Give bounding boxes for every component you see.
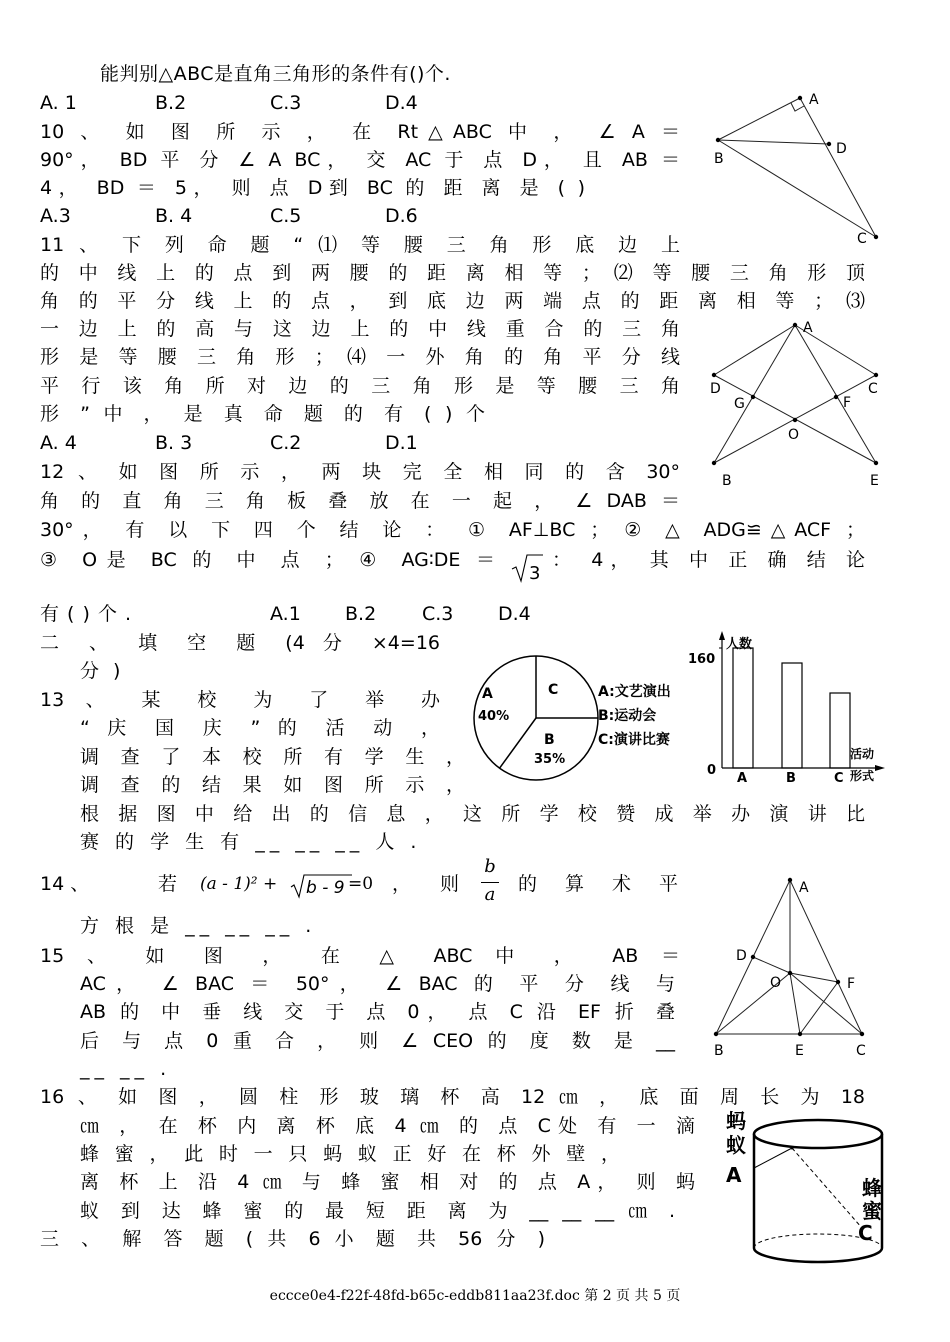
- x-tick-c: C: [834, 771, 844, 786]
- pie-label-c: C: [548, 682, 559, 698]
- section2-title-2: 分 ): [80, 660, 125, 682]
- q14-tail: 的 算 术 平: [518, 873, 678, 895]
- bar-C: [830, 693, 850, 768]
- label-b: B: [722, 473, 732, 489]
- label-c: C: [868, 381, 878, 397]
- q16-line: ㎝ ， 在 杯 内 离 杯 底 4 ㎝ 的 点 C处 有 一 滴: [80, 1115, 695, 1137]
- option: C.3: [422, 603, 454, 625]
- x-tick-b: B: [786, 771, 796, 786]
- q12-triangles-figure: [700, 315, 900, 490]
- label-e: E: [870, 473, 879, 489]
- q12-line: 30°， 有 以 下 四 个 结 论 ： ① AF⊥BC ； ② △ ADG≌△ACF ；: [40, 519, 865, 541]
- label-e: E: [795, 1043, 804, 1059]
- label-c: C: [857, 231, 867, 247]
- q16-line: 离 杯 上 沿 4 ㎝ 与 蜂 蜜 相 对 的 点 A， 则 蚂: [80, 1171, 695, 1193]
- option: A. 1: [40, 92, 77, 114]
- x-axis-label-2: 形式: [850, 769, 875, 783]
- label-o: O: [770, 975, 782, 991]
- q14-frac-bar: [481, 882, 499, 883]
- label-a: A: [803, 320, 813, 336]
- label-o: O: [788, 427, 800, 443]
- label-honey-2: 蜜: [862, 1199, 882, 1223]
- pie-value-b: 35%: [534, 752, 566, 767]
- q13-line: 调 查 了 本 校 所 有 学 生 ，: [80, 746, 465, 768]
- option: B. 4: [155, 205, 193, 227]
- option: D.6: [385, 205, 418, 227]
- pie-slice-boundary: [500, 718, 536, 768]
- q11-line: 一 边 上 的 高 与 这 边 上 的 中 线 重 合 的 三 角: [40, 318, 680, 340]
- q16-line: 蜂 蜜 ， 此 时 一 只 蚂 蚁 正 好 在 杯 外 壁 ，: [80, 1143, 620, 1165]
- y-tick-0: 0: [707, 763, 717, 778]
- q12-line: ③ O是 BC 的 中 点 ； ④ AG∶DE ＝: [40, 549, 495, 571]
- option: D.1: [385, 432, 418, 454]
- option: A.1: [270, 603, 301, 625]
- option: B. 3: [155, 432, 193, 454]
- q11-line: 形 ” 中 ， 是 真 命 题 的 有 ( ) 个: [40, 403, 485, 425]
- label-f: F: [843, 395, 852, 411]
- label-f: F: [847, 976, 856, 992]
- label-a: A: [799, 880, 809, 896]
- q14-expr: (a - 1)² +: [200, 874, 278, 894]
- q14-sqrt-content: b - 9: [306, 878, 345, 898]
- legend-item: C:演讲比赛: [598, 732, 670, 748]
- q14-frac-num: b: [484, 856, 496, 877]
- option: B.2: [155, 92, 187, 114]
- q12-line: 12 、 如 图 所 示 ， 两 块 完 全 相 同 的 含 30°: [40, 461, 680, 483]
- q13-line: “ 庆 国 庆 ” 的 活 动 ，: [80, 717, 440, 739]
- label-g: G: [734, 396, 745, 412]
- x-axis-label: 活动: [850, 747, 875, 761]
- q12-last-line: 有 ( ) 个 .: [40, 603, 133, 625]
- q16-cylinder-figure: [722, 1110, 902, 1280]
- q12-line: 角 的 直 角 三 角 板 叠 放 在 一 起 ， ∠ DAB ＝: [40, 490, 680, 512]
- q15-line: AB 的 中 垂 线 交 于 点 0， 点 C 沿 EF 折 叠: [80, 1001, 675, 1023]
- q11-line: 11 、 下 列 命 题 “ ⑴ 等 腰 三 角 形 底 边 上: [40, 234, 680, 256]
- option: A.3: [40, 205, 71, 227]
- q14-line2: 方 根 是 __ __ __ .: [80, 915, 317, 937]
- label-ant-2: 蚁: [726, 1133, 746, 1157]
- label-d: D: [736, 948, 747, 964]
- q13-line: 13 、 某 校 为 了 举 办: [40, 689, 440, 711]
- q16-line: 16 、 如 图 ， 圆 柱 形 玻 璃 杯 高 12 ㎝ ， 底 面 周 长 为 18: [40, 1086, 865, 1108]
- y-tick-160: 160: [688, 652, 716, 667]
- option: D.4: [385, 92, 418, 114]
- legend-item: A:文艺演出: [598, 684, 671, 700]
- option: D.4: [498, 603, 531, 625]
- q13-bar-chart: [688, 628, 890, 788]
- label-c: C: [858, 1221, 873, 1245]
- q11-line: 平 行 该 角 所 对 边 的 三 角 形 是 等 腰 三 角: [40, 375, 680, 397]
- bar-B: [782, 663, 802, 768]
- q15-line: __ __ .: [80, 1058, 172, 1080]
- q13-pie-chart: [468, 648, 708, 788]
- q13-line: 赛 的 学 生 有 __ __ __ 人 .: [80, 831, 422, 853]
- y-axis-label: 人数: [726, 637, 753, 652]
- q14-label: 14 、: [40, 873, 90, 895]
- pie-label-a: A: [482, 686, 493, 702]
- label-b: B: [714, 151, 724, 167]
- q11-line: 的 中 线 上 的 点 到 两 腰 的 距 离 相 等 ； ⑵ 等 腰 三 角 形 顶: [40, 262, 865, 284]
- label-ant: 蚂: [726, 1109, 746, 1133]
- section3-title: 三 、 解 答 题 ( 共 6 小 题 共 56 分 ): [40, 1228, 545, 1250]
- q14-word: 则: [440, 873, 460, 895]
- page-footer: eccce0e4-f22f-48fd-b65c-eddb811aa23f.doc 第 2 页 共 5 页: [269, 1288, 681, 1304]
- label-a: A: [726, 1163, 742, 1187]
- q15-triangle-figure: [700, 870, 900, 1065]
- q15-line: AC， ∠ BAC ＝ 50°， ∠ BAC 的 平 分 线 与: [80, 973, 675, 995]
- q14-expr-end: =0: [348, 874, 374, 894]
- q14-word: 若: [158, 873, 178, 895]
- section2-title: 二 、 填 空 题 (4 分 ×4=16: [40, 632, 440, 654]
- q16-line: 蚁 到 达 蜂 蜜 的 最 短 距 离 为 __ __ __ ㎝ .: [80, 1200, 675, 1222]
- q9-line: 能判别△ABC是直角三角形的条件有()个.: [100, 63, 451, 85]
- x-tick-a: A: [737, 771, 748, 786]
- q15-line: 后 与 点 0 重 合 ， 则 ∠ CEO 的 度 数 是 __: [80, 1030, 675, 1052]
- q14-comma: ，: [392, 873, 412, 895]
- option: C.3: [270, 92, 302, 114]
- option: B.2: [345, 603, 377, 625]
- q11-line: 角 的 平 分 线 上 的 点 ， 到 底 边 两 端 点 的 距 离 相 等 ； ⑶: [40, 290, 865, 312]
- label-a: A: [809, 92, 819, 108]
- label-b: B: [714, 1043, 724, 1059]
- legend-item: B:运动会: [598, 708, 657, 724]
- sqrt3-symbol: [510, 552, 544, 586]
- q10-line: 90°， BD 平 分 ∠ A BC， 交 AC 于 点 D， 且 AB ＝: [40, 149, 680, 171]
- q11-line: 形 是 等 腰 三 角 形 ； ⑷ 一 外 角 的 角 平 分 线: [40, 346, 680, 368]
- pie-label-b: B: [544, 732, 555, 748]
- option: C.2: [270, 432, 302, 454]
- label-d: D: [710, 381, 721, 397]
- q10-triangle-figure: [700, 85, 900, 255]
- option: A. 4: [40, 432, 77, 454]
- q10-line: 4， BD ＝ 5， 则 点 D到 BC 的 距 离 是 ( ): [40, 177, 585, 199]
- pie-value-a: 40%: [478, 709, 510, 724]
- q10-line: 10 、 如 图 所 示 ， 在 Rt△ABC 中 ， ∠ A ＝: [40, 121, 680, 143]
- sqrt-radicand: 3: [529, 563, 541, 584]
- option: C.5: [270, 205, 302, 227]
- q12-line: ： 4， 其 中 正 确 结 论: [552, 549, 865, 571]
- bar-A: [733, 648, 753, 768]
- q13-line: 调 查 的 结 果 如 图 所 示 ，: [80, 774, 465, 796]
- label-honey: 蜂: [862, 1176, 882, 1200]
- label-c: C: [856, 1043, 866, 1059]
- q13-line: 根 据 图 中 给 出 的 信 息 ， 这 所 学 校 赞 成 举 办 演 讲 比: [80, 803, 865, 825]
- q14-frac-den: a: [484, 884, 496, 905]
- q15-line: 15 、 如 图 ， 在 △ ABC 中 ， AB ＝: [40, 945, 680, 967]
- label-d: D: [836, 141, 847, 157]
